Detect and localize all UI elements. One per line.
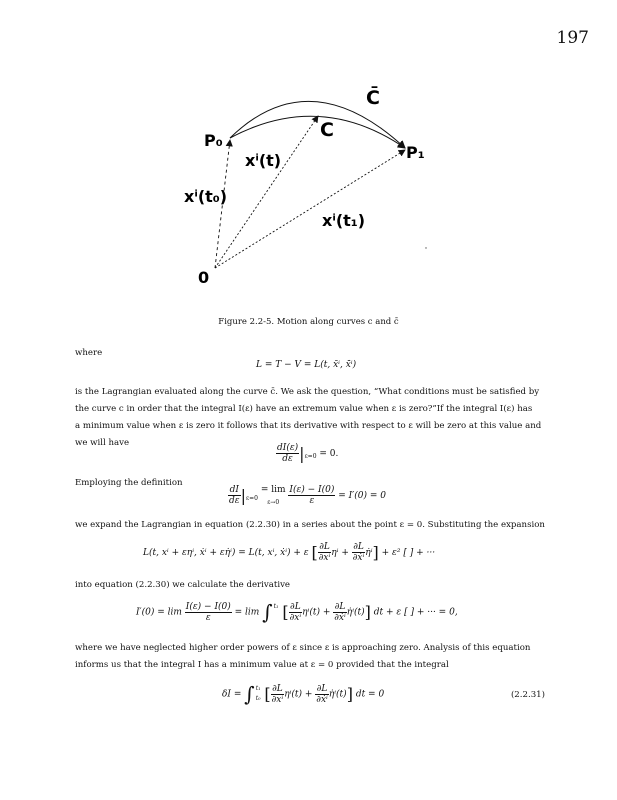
def-rhs: = I′(0) = 0 xyxy=(338,491,386,501)
para1-line2: the curve c in order that the integral I(ε) have an extremum value when ε is zero?”If the integral I(ε) has xyxy=(75,404,533,414)
label-xt: xⁱ(t) xyxy=(245,151,282,170)
equation-derivative: I′(0) = lim $\frac{I(\varepsilon) - I(0)}{\varepsilon}$ = lim ∫ t₁ [ $\frac{\partial L}{\text{∂xⁱ}}$ ηⁱ(t) + $\frac{\partial L}{\text{∂ẋⁱ}}$ η̇ⁱ(t)] dt + ε [ ] + ··· = 0, xyxy=(136,600,458,624)
para1-line1: is the Lagrangian evaluated along the curve c̄. We ask the question, “What conditions must be satisfied by xyxy=(75,387,540,397)
ratio-tail: dt + ε [ ] + ··· = 0, xyxy=(373,607,458,618)
eq-eval: ε=0 xyxy=(304,453,317,460)
equation-number: (2.2.31) xyxy=(510,690,545,700)
def-num: I(ε) − I(0) xyxy=(289,485,335,495)
label-cbar: C̄ xyxy=(366,87,380,109)
figure-caption: Figure 2.2-5. Motion along curves c and c̄ xyxy=(218,317,399,327)
def-lhs-num: dI xyxy=(229,485,239,495)
para3-line1: where we have neglected higher order powers of ε since ε is approaching zero. Analysis of this equation xyxy=(75,643,531,653)
text-where: where xyxy=(75,348,103,358)
ratio-den: ε xyxy=(205,612,211,623)
eq-num: dI(ε) xyxy=(277,443,299,453)
def-lhs-den: dε xyxy=(229,496,240,506)
curve-c xyxy=(230,116,405,148)
ratio-lhs: I′(0) = lim xyxy=(136,607,182,618)
equation-expansion: L(t, xⁱ + εηⁱ, ẋⁱ + εη̇ⁱ) = L(t, xⁱ, ẋⁱ) + ε [ $\frac{\partial L}{\text{∂xⁱ}}$ ηⁱ + $\frac{\partial L}{\text{∂ẋⁱ}}$ η̇ⁱ] + ε² [ ] + ··· xyxy=(143,542,436,563)
motion-figure xyxy=(170,70,450,295)
ratio-num: I(ε) − I(0) xyxy=(185,601,231,612)
expansion-lhs: L(t, xⁱ + εηⁱ, ẋⁱ + εη̇ⁱ) = L(t, xⁱ, ẋⁱ) + ε xyxy=(143,548,309,558)
def-lim: = lim xyxy=(260,485,286,495)
deltaI-tail: dt = 0 xyxy=(355,689,385,700)
ratio-lim: = lim xyxy=(234,607,260,618)
page-number: 197 xyxy=(556,28,589,48)
def-den: ε xyxy=(309,496,315,506)
equation-delta-i: δI = ∫ t₁ t₀ [ $\frac{\partial L}{\text{∂xⁱ}}$ ηⁱ(t) + $\frac{\partial L}{\text{∂ẋⁱ}}$ η̇ⁱ(t)] dt = 0 xyxy=(222,682,385,706)
eq-rhs: = 0. xyxy=(319,449,339,459)
para1-line4: we will have xyxy=(75,438,130,448)
label-xt1: xⁱ(t₁) xyxy=(322,211,366,230)
label-p0: P₀ xyxy=(204,131,223,150)
equation-derivative-zero: $\frac{dI(\varepsilon)}{d\varepsilon}$ $|_{\varepsilon=0} = 0$. xyxy=(277,443,339,464)
label-c: C xyxy=(320,119,334,141)
label-origin: 0 xyxy=(198,268,210,287)
label-p1: P₁ xyxy=(406,143,425,162)
text-employing: Employing the definition xyxy=(75,478,183,488)
para3-line2: informs us that the integral I has a minimum value at ε = 0 provided that the integral xyxy=(75,660,449,670)
text-into: into equation (2.2.30) we calculate the derivative xyxy=(75,580,291,590)
label-xt0: xⁱ(t₀) xyxy=(184,187,228,206)
vector-x-t xyxy=(215,116,318,268)
equation-definition: $\frac{dI}{d\varepsilon}$ $|_{\varepsilon=0} = \lim$ $_{\varepsilon\to 0}$ $\frac{I(\varepsilon) - I(0)}{\varepsilon}$ = I′(0) = 0 xyxy=(229,485,386,506)
para1-line3: a minimum value when ε is zero it follows that its derivative with respect to ε will be zero at this value and xyxy=(75,421,542,431)
para2: we expand the Lagrangian in equation (2.2.30) in a series about the point ε = 0. Substituting the expansion xyxy=(75,520,545,530)
vector-x-t1 xyxy=(215,150,405,268)
def-lim-sub: ε→0 xyxy=(267,499,280,506)
def-eval: ε=0 xyxy=(245,495,258,502)
eq-den: dε xyxy=(282,454,293,464)
deltaI-lhs: δI = xyxy=(222,689,242,700)
equation-lagrangian: L = T − V = L(t, x̄ⁱ, x̄̇ⁱ) xyxy=(256,360,357,370)
expansion-rhs: + ε² [ ] + ··· xyxy=(381,548,436,558)
